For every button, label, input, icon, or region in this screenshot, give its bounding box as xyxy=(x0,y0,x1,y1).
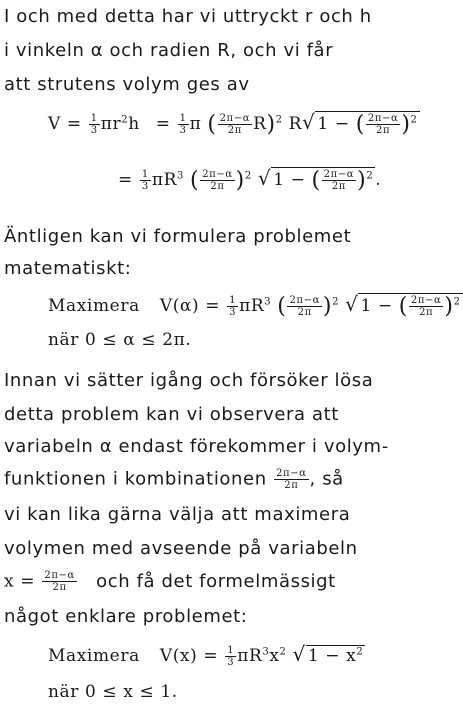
problem-1-condition: när 0 ≤ α ≤ 2π. xyxy=(48,330,192,350)
paragraph-3-line-2: detta problem kan vi observera att xyxy=(4,404,339,425)
problem-2-condition: när 0 ≤ x ≤ 1. xyxy=(48,682,178,702)
paragraph-3-line-1: Innan vi sätter igång och försöker lösa xyxy=(4,370,374,391)
paragraph-3-line-5: vi kan lika gärna välja att maximera xyxy=(4,504,351,525)
maximera-label: Maximera xyxy=(48,296,140,316)
paragraph-3-line-6: volymen med avseende på variabeln xyxy=(4,538,358,559)
paragraph-1-line-1: I och med detta har vi uttryckt r och h xyxy=(4,6,372,27)
problem-1-statement: Maximera V(α) = $\frac{1}{3}$ $\pi R^3$ ( $\frac{2\pi-\alpha}{2\pi}$ )$^2$ √ 1 − ( $\frac{2\pi-\alpha}{2\pi}$ )$^2$ xyxy=(48,292,461,319)
volume-lhs: V = xyxy=(48,114,82,134)
paragraph-3-line-4: funktionen i kombinationen $\frac{2\pi-\alpha}{2\pi}$ , så xyxy=(4,468,344,491)
volume-equation-line-1: V = $\frac{1}{3}$ $\pi r^2h$ = $\frac{1}{3}$ π ( $\frac{2\pi-\alpha}{2\pi}$ R)$^2$ R√ 1 − ( $\frac{2\pi-\alpha}{2\pi}$ )$^2$ xyxy=(48,110,418,137)
maximera-label-2: Maximera xyxy=(48,646,140,666)
paragraph-1-line-2: i vinkeln α och radien R, och vi får xyxy=(4,40,334,61)
one-third-fraction: $\frac{1}{3}$ xyxy=(90,113,98,136)
paragraph-3-line-3: variabeln α endast förekommer i volym- xyxy=(4,436,389,457)
volume-equation-line-2: = $\frac{1}{3}$ $\pi R^3$ ( $\frac{2\pi-\alpha}{2\pi}$ )$^2$ √ 1 − ( $\frac{2\pi-\alpha}{2\pi}$ )$^2$ . xyxy=(118,166,382,193)
paragraph-2-line-2: matematiskt: xyxy=(4,258,132,279)
paragraph-3-line-7: x = $\frac{2\pi-\alpha}{2\pi}$ och få det formelmässigt xyxy=(4,570,336,593)
problem-2-statement: Maximera V(x) = $\frac{1}{3}$ $\pi R^3x^2$ √ $1 - x^2$ xyxy=(48,642,364,668)
paragraph-3-line-8: något enklare problemet: xyxy=(4,606,248,627)
paragraph-2-line-1: Äntligen kan vi formulera problemet xyxy=(4,226,352,247)
paragraph-1-line-3: att strutens volym ges av xyxy=(4,74,250,95)
